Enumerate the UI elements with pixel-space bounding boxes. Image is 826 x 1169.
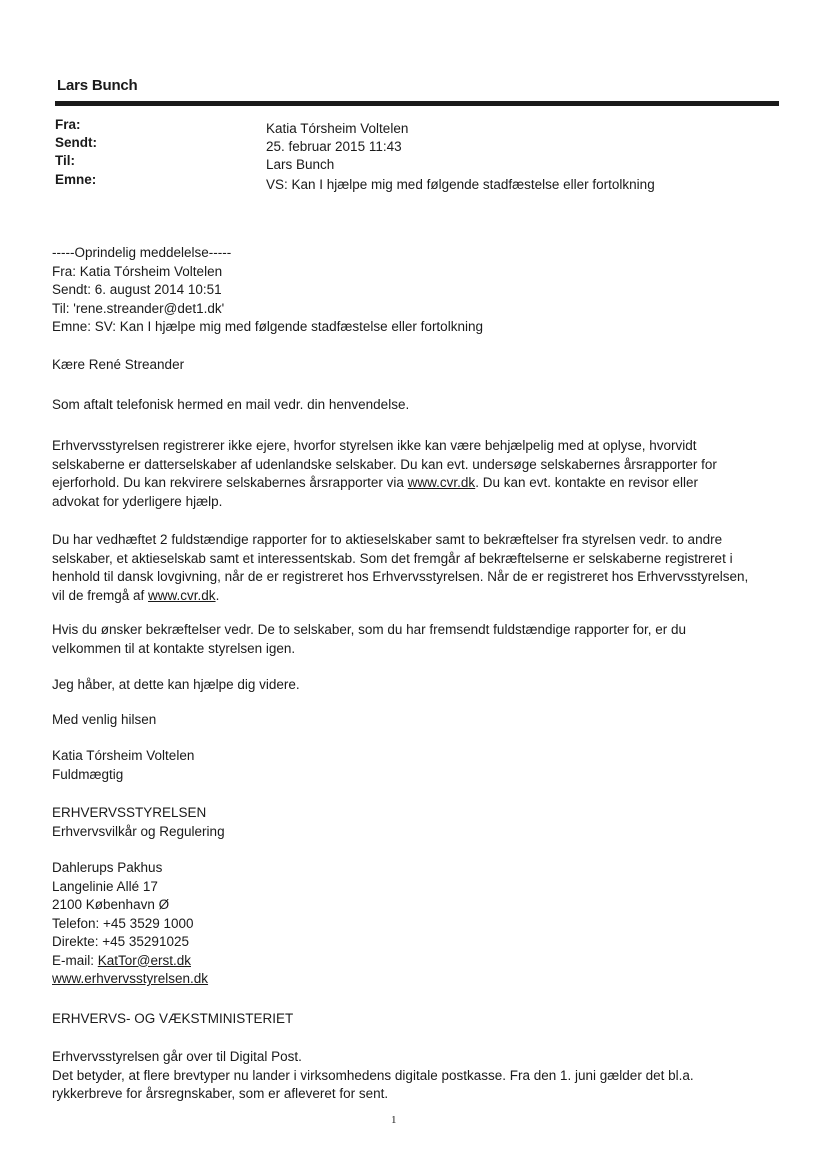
- paragraph-5: Jeg håber, at dette kan hjælpe dig videre.: [52, 677, 300, 692]
- original-sent: Sendt: 6. august 2014 10:51: [52, 282, 222, 297]
- paragraph-2-line: selskaberne er datterselskaber af udenlandske selskaber. Du kan evt. undersøge selskabernes årsrapporter for: [52, 456, 717, 472]
- signature-block: [52, 747, 772, 784]
- footer-line: Erhvervsstyrelsen går over til Digital Post.: [52, 1049, 302, 1064]
- paragraph-3: [52, 531, 772, 605]
- address-building: Dahlerups Pakhus: [52, 860, 163, 875]
- email-link[interactable]: KatTor@erst.dk: [97, 952, 191, 968]
- paragraph-3-line: henhold til dansk lovgivning, når de er registreret hos Erhvervsstyrelsen. Når de er registreret hos Erhvervsstyrelsen,: [52, 569, 749, 584]
- greeting: Kære René Streander: [52, 357, 185, 372]
- subject-label: Emne:: [55, 172, 97, 187]
- from-label: Fra:: [55, 117, 81, 132]
- paragraph-2: [52, 437, 772, 511]
- paragraph-2-line: [52, 474, 772, 493]
- signature-title: Fuldmægtig: [52, 766, 124, 782]
- paragraph-3-line: selskaber, et aktieselskab samt et interessentskab. Som det fremgår af bekræftelserne er selskaberne registreret i: [52, 550, 733, 566]
- paragraph-1: Som aftalt telefonisk hermed en mail vedr. din henvendelse.: [52, 397, 410, 412]
- cvr-link[interactable]: www.cvr.dk: [407, 475, 476, 490]
- original-from: Fra: Katia Tórsheim Voltelen: [52, 263, 223, 279]
- closing: Med venlig hilsen: [52, 712, 157, 727]
- signature-name: Katia Tórsheim Voltelen: [52, 748, 195, 763]
- text-span: vil de fremgå af: [52, 587, 149, 603]
- to-value: Lars Bunch: [266, 157, 335, 172]
- original-subject: Emne: SV: Kan I hjælpe mig med følgende stadfæstelse eller fortolkning: [52, 319, 483, 334]
- phone-number: Telefon: +45 3529 1000: [52, 915, 194, 931]
- organization-name: ERHVERVSSTYRELSEN: [52, 805, 207, 820]
- direct-number: Direkte: +45 35291025: [52, 934, 189, 949]
- footer-line: Det betyder, at flere brevtyper nu lander i virksomhedens digitale postkasse. Fra den 1. juni gælder det bl.a.: [52, 1067, 694, 1083]
- mailbox-owner-name: Lars Bunch: [57, 77, 138, 94]
- paragraph-4-line: Hvis du ønsker bekræftelser vedr. De to selskaber, som du har fremsendt fuldstændige rapporter for, er du: [52, 622, 687, 637]
- paragraph-4: [52, 621, 772, 658]
- header-divider: [55, 101, 779, 106]
- from-value: Katia Tórsheim Voltelen: [266, 121, 409, 136]
- original-marker: -----Oprindelig meddelelse-----: [52, 245, 232, 260]
- page-number: 1: [391, 1114, 397, 1126]
- text-span: ejerforhold. Du kan rekvirere selskabernes årsrapporter via: [52, 475, 408, 490]
- text-span: . Du kan evt. kontakte en revisor eller: [475, 475, 699, 490]
- sent-label: Sendt:: [55, 135, 97, 150]
- cvr-link[interactable]: www.cvr.dk: [148, 587, 216, 603]
- paragraph-3-line: [52, 587, 772, 606]
- paragraph-4-line: velkommen til at kontakte styrelsen igen.: [52, 640, 296, 656]
- email-line: [52, 952, 772, 971]
- address-block: [52, 859, 772, 989]
- to-label: Til:: [55, 153, 75, 168]
- paragraph-2-line: advokat for yderligere hjælp.: [52, 493, 223, 509]
- original-message-header: [52, 244, 772, 337]
- sent-value: 25. februar 2015 11:43: [266, 139, 402, 154]
- email-label: E-mail:: [52, 952, 98, 968]
- ministry-name: ERHVERVS- OG VÆKSTMINISTERIET: [52, 1011, 294, 1026]
- address-street: Langelinie Allé 17: [52, 878, 158, 894]
- address-city: 2100 København Ø: [52, 897, 170, 912]
- department-name: Erhvervsvilkår og Regulering: [52, 823, 225, 839]
- text-span: .: [215, 587, 220, 603]
- subject-value: VS: Kan I hjælpe mig med følgende stadfæstelse eller fortolkning: [266, 177, 655, 192]
- organization-block: [52, 804, 772, 841]
- website-link[interactable]: www.erhvervsstyrelsen.dk: [52, 971, 209, 986]
- footer-notice: [52, 1048, 772, 1104]
- paragraph-3-line: Du har vedhæftet 2 fuldstændige rapporter for to aktieselskaber samt to bekræftelser fra styrelsen vedr. to andre: [52, 532, 723, 547]
- paragraph-2-line: Erhvervsstyrelsen registrerer ikke ejere, hvorfor styrelsen ikke kan være behjælpelig med at oplyse, hvorvidt: [52, 438, 697, 453]
- original-to: Til: 'rene.streander@det1.dk': [52, 300, 225, 316]
- footer-line: rykkerbreve for årsregnskaber, som er afleveret for sent.: [52, 1086, 389, 1101]
